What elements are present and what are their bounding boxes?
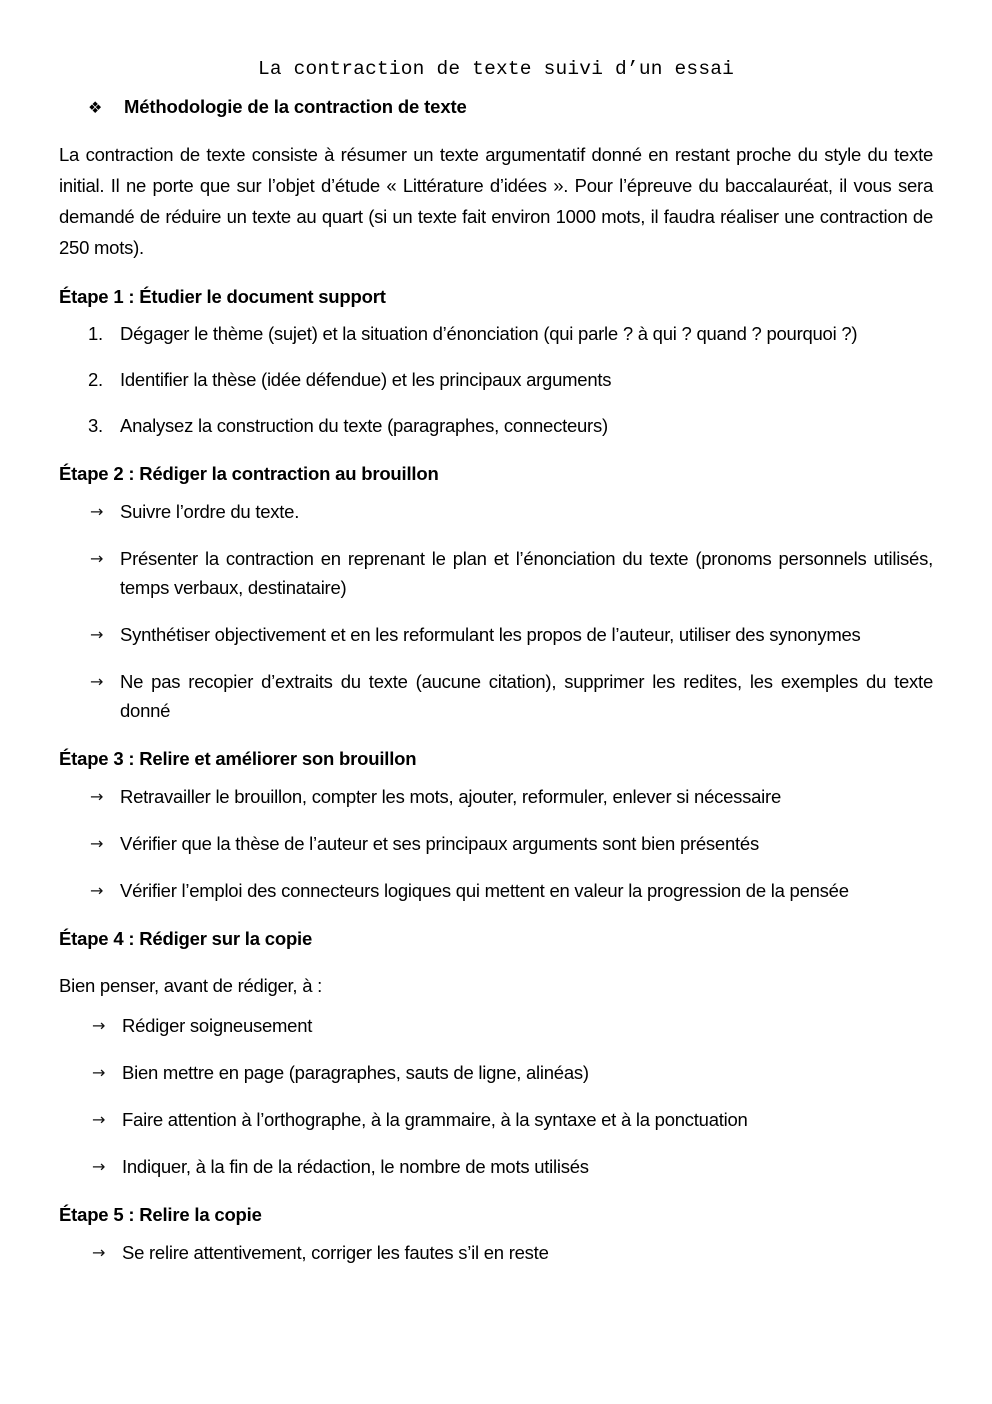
- intro-paragraph: La contraction de texte consiste à résumer un texte argumentatif donné en restant proche du style du texte initial. Il ne porte que sur l’objet d’étude « Littérature d’idées ». Pour l’épreuve du baccalauréat, il vous sera demandé de réduire un texte au quart (si un texte fait environ 1000 mots, il faudra réaliser une contraction de 250 mots).: [59, 144, 933, 258]
- list-item: [59, 366, 933, 394]
- list-item: [59, 1152, 933, 1181]
- list-item: [59, 667, 933, 725]
- document-title: La contraction de texte suivi d’un essai: [257, 58, 735, 80]
- arrow-bullet-icon: →: [92, 1157, 106, 1176]
- step-3-list: [59, 782, 933, 905]
- list-item: [59, 1058, 933, 1087]
- step-4-lead-in: Bien penser, avant de rédiger, à :: [59, 975, 323, 996]
- step-heading-1: Étape 1 : Étudier le document support: [59, 286, 386, 307]
- step-heading-5: Étape 5 : Relire la copie: [59, 1204, 262, 1225]
- list-item: [59, 1105, 933, 1134]
- list-item-text: Rédiger soigneusement: [122, 1015, 313, 1036]
- arrow-bullet-icon: →: [92, 1016, 106, 1035]
- arrow-bullet-icon: →: [90, 549, 104, 568]
- section-heading-label: Méthodologie de la contraction de texte: [124, 96, 467, 117]
- step-1-list: [59, 320, 933, 440]
- arrow-bullet-icon: →: [90, 834, 104, 853]
- arrow-bullet-icon: →: [92, 1110, 106, 1129]
- arrow-bullet-icon: →: [90, 502, 104, 521]
- list-item: [59, 620, 933, 649]
- section-heading: [59, 95, 933, 120]
- list-item-text: Ne pas recopier d’extraits du texte (aucune citation), supprimer les redites, les exemples du texte donné: [120, 671, 933, 721]
- list-item-text: Suivre l’ordre du texte.: [120, 501, 300, 522]
- list-item-text: Présenter la contraction en reprenant le plan et l’énonciation du texte (pronoms personnels utilisés, temps verbaux, destinataire): [120, 548, 933, 598]
- list-item-text: Se relire attentivement, corriger les fautes s’il en reste: [122, 1242, 549, 1263]
- arrow-bullet-icon: →: [90, 881, 104, 900]
- arrow-bullet-icon: →: [90, 625, 104, 644]
- step-4-list: [59, 1011, 933, 1181]
- list-item-text: Vérifier que la thèse de l’auteur et ses principaux arguments sont bien présentés: [120, 833, 759, 854]
- list-item-text: Bien mettre en page (paragraphes, sauts de ligne, alinéas): [122, 1062, 589, 1083]
- list-item-text: Vérifier l’emploi des connecteurs logiques qui mettent en valeur la progression de la pensée: [120, 880, 849, 901]
- list-item: [59, 1011, 933, 1040]
- list-item-text: Analysez la construction du texte (paragraphes, connecteurs): [120, 415, 608, 436]
- list-item: [59, 544, 933, 602]
- list-marker: 3.: [88, 415, 103, 436]
- list-marker: 1.: [88, 323, 103, 344]
- list-item: [59, 320, 933, 348]
- document-content: [59, 55, 933, 1267]
- list-item: [59, 829, 933, 858]
- step-heading-2: Étape 2 : Rédiger la contraction au brouillon: [59, 463, 439, 484]
- arrow-bullet-icon: →: [90, 787, 104, 806]
- list-item: [59, 876, 933, 905]
- arrow-bullet-icon: →: [92, 1243, 106, 1262]
- arrow-bullet-icon: →: [92, 1063, 106, 1082]
- step-heading-3: Étape 3 : Relire et améliorer son brouillon: [59, 748, 417, 769]
- list-item-text: Faire attention à l’orthographe, à la grammaire, à la syntaxe et à la ponctuation: [122, 1109, 748, 1130]
- list-item-text: Retravailler le brouillon, compter les mots, ajouter, reformuler, enlever si nécessaire: [120, 786, 781, 807]
- list-item-text: Synthétiser objectivement et en les reformulant les propos de l’auteur, utiliser des synonymes: [120, 624, 861, 645]
- list-item: [59, 497, 933, 526]
- step-2-list: [59, 497, 933, 725]
- step-5-list: [59, 1238, 933, 1267]
- arrow-bullet-icon: →: [90, 672, 104, 691]
- list-item: [59, 412, 933, 440]
- list-item-text: Indiquer, à la fin de la rédaction, le nombre de mots utilisés: [122, 1156, 589, 1177]
- step-heading-4: Étape 4 : Rédiger sur la copie: [59, 928, 313, 949]
- list-item: [59, 1238, 933, 1267]
- list-item-text: Dégager le thème (sujet) et la situation d’énonciation (qui parle ? à qui ? quand ? pourquoi ?): [120, 323, 858, 344]
- list-item-text: Identifier la thèse (idée défendue) et les principaux arguments: [120, 369, 612, 390]
- list-marker: 2.: [88, 369, 103, 390]
- diamond-bullet-icon: ❖: [88, 98, 103, 117]
- list-item: [59, 782, 933, 811]
